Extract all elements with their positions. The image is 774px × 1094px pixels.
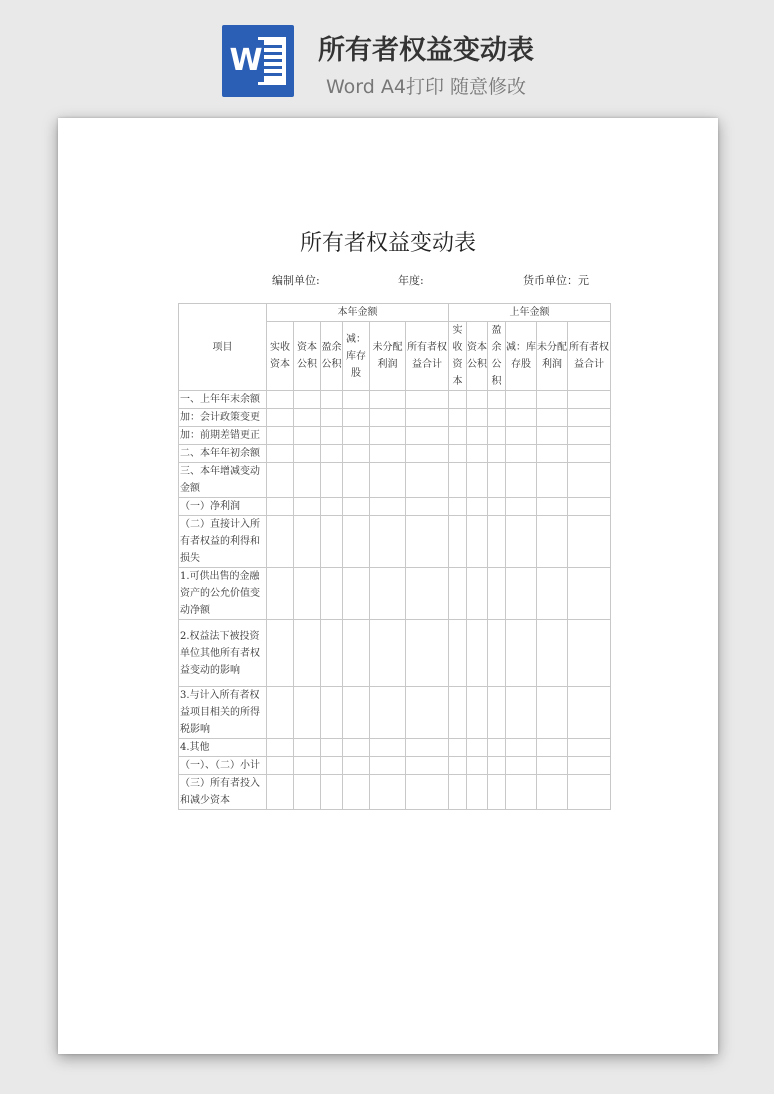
table-cell (343, 516, 370, 568)
table-cell (321, 391, 343, 409)
table-cell (488, 775, 506, 810)
table-row (179, 427, 611, 445)
table-cell (506, 409, 537, 427)
row-label: 3.与计入所有者权益项目相关的所得税影响 (179, 687, 267, 739)
table-cell (506, 757, 537, 775)
table-cell (294, 687, 321, 739)
table-cell (506, 568, 537, 620)
table-cell (321, 568, 343, 620)
table-cell (294, 445, 321, 463)
table-cell (568, 775, 611, 810)
table-cell (406, 739, 449, 757)
table-cell (406, 427, 449, 445)
table-cell (449, 568, 467, 620)
meta-unit: 编制单位: (272, 274, 320, 287)
table-cell (506, 739, 537, 757)
table-cell (449, 463, 467, 498)
table-cell (267, 445, 294, 463)
table-cell (449, 757, 467, 775)
table-cell (294, 620, 321, 687)
table-cell (449, 516, 467, 568)
table-cell (506, 687, 537, 739)
table-cell (467, 739, 488, 757)
table-cell (537, 463, 568, 498)
table-row (179, 757, 611, 775)
table-row (179, 498, 611, 516)
column-header: 所有者权益合计 (406, 322, 449, 391)
table-cell (343, 757, 370, 775)
table-cell (267, 775, 294, 810)
table-cell (267, 568, 294, 620)
column-header: 所有者权益合计 (568, 322, 611, 391)
equity-table (178, 303, 611, 810)
table-cell (294, 391, 321, 409)
table-cell (537, 757, 568, 775)
table-cell (343, 775, 370, 810)
table-cell (506, 445, 537, 463)
table-cell (406, 620, 449, 687)
table-cell (506, 427, 537, 445)
table-cell (467, 687, 488, 739)
table-cell (537, 409, 568, 427)
table-cell (488, 463, 506, 498)
table-cell (267, 687, 294, 739)
table-cell (370, 409, 406, 427)
table-cell (343, 620, 370, 687)
table-cell (449, 409, 467, 427)
table-cell (370, 739, 406, 757)
row-label: （一）净利润 (179, 498, 267, 516)
table-row (179, 687, 611, 739)
table-cell (321, 687, 343, 739)
table-cell (488, 391, 506, 409)
table-cell (506, 498, 537, 516)
table-cell (343, 568, 370, 620)
table-cell (568, 757, 611, 775)
table-cell (294, 498, 321, 516)
table-cell (343, 409, 370, 427)
table-cell (321, 463, 343, 498)
document-page (58, 118, 718, 1054)
table-cell (321, 757, 343, 775)
table-cell (488, 516, 506, 568)
table-cell (488, 498, 506, 516)
table-cell (568, 409, 611, 427)
table-cell (343, 391, 370, 409)
row-label: （一）、（二）小计 (179, 757, 267, 775)
table-cell (467, 516, 488, 568)
table-cell (568, 498, 611, 516)
table-cell (467, 427, 488, 445)
table-cell (370, 445, 406, 463)
table-cell (370, 568, 406, 620)
table-cell (506, 620, 537, 687)
table-cell (537, 775, 568, 810)
table-cell (449, 739, 467, 757)
table-cell (449, 498, 467, 516)
table-cell (568, 568, 611, 620)
table-cell (488, 757, 506, 775)
table-cell (568, 463, 611, 498)
table-cell (406, 757, 449, 775)
row-label: 三、本年增减变动金额 (179, 463, 267, 498)
table-cell (343, 687, 370, 739)
column-header: 盈余公积 (321, 322, 343, 391)
table-cell (321, 409, 343, 427)
meta-currency: 货币单位：元 (523, 274, 589, 287)
table-row (179, 516, 611, 568)
table-cell (267, 739, 294, 757)
header-subtitle: Word A4打印 随意修改 (326, 76, 527, 98)
table-cell (267, 427, 294, 445)
table-cell (321, 620, 343, 687)
table-cell (267, 620, 294, 687)
row-label: （二）直接计入所有者权益的利得和损失 (179, 516, 267, 568)
table-row (179, 463, 611, 498)
table-cell (467, 568, 488, 620)
table-cell (488, 620, 506, 687)
table-cell (537, 391, 568, 409)
table-cell (343, 498, 370, 516)
column-header: 盈余公积 (488, 322, 506, 391)
table-row (179, 391, 611, 409)
table-cell (321, 498, 343, 516)
table-cell (506, 463, 537, 498)
header (0, 0, 774, 118)
table-cell (406, 463, 449, 498)
table-cell (568, 445, 611, 463)
table-cell (294, 427, 321, 445)
row-label: 加：前期差错更正 (179, 427, 267, 445)
column-header: 减：库存股 (506, 322, 537, 391)
table-cell (406, 568, 449, 620)
table-cell (568, 687, 611, 739)
document-title: 所有者权益变动表 (299, 231, 476, 256)
table-cell (488, 687, 506, 739)
table-cell (343, 445, 370, 463)
table-cell (467, 391, 488, 409)
table-cell (321, 739, 343, 757)
table-cell (267, 409, 294, 427)
table-cell (467, 445, 488, 463)
column-header: 未分配利润 (537, 322, 568, 391)
row-label: 2.权益法下被投资单位其他所有者权益变动的影响 (179, 620, 267, 687)
column-header: 实收资本 (267, 322, 294, 391)
table-cell (406, 498, 449, 516)
header-title: 所有者权益变动表 (318, 35, 534, 66)
table-cell (506, 775, 537, 810)
table-cell (267, 498, 294, 516)
column-header: 资本公积 (467, 322, 488, 391)
table-cell (267, 757, 294, 775)
table-cell (506, 516, 537, 568)
table-cell (267, 463, 294, 498)
table-cell (406, 391, 449, 409)
table-cell (467, 620, 488, 687)
table-cell (537, 427, 568, 445)
table-cell (467, 775, 488, 810)
table-cell (370, 757, 406, 775)
table-cell (537, 516, 568, 568)
table-cell (370, 687, 406, 739)
table-cell (294, 409, 321, 427)
table-cell (294, 757, 321, 775)
table-cell (488, 409, 506, 427)
table-cell (343, 739, 370, 757)
table-cell (321, 516, 343, 568)
table-cell (294, 568, 321, 620)
table-cell (294, 739, 321, 757)
table-cell (406, 687, 449, 739)
word-letter: W (228, 40, 264, 82)
table-cell (467, 409, 488, 427)
table-cell (267, 391, 294, 409)
table-cell (568, 739, 611, 757)
table-cell (370, 427, 406, 445)
column-header: 减：库存股 (343, 322, 370, 391)
meta-year: 年度: (398, 274, 424, 287)
table-cell (449, 427, 467, 445)
table-cell (537, 498, 568, 516)
table-cell (449, 687, 467, 739)
item-header: 项目 (179, 304, 267, 391)
table-cell (488, 445, 506, 463)
table-cell (406, 516, 449, 568)
row-label: 1.可供出售的金融资产的公允价值变动净额 (179, 568, 267, 620)
table-cell (488, 427, 506, 445)
table-cell (568, 391, 611, 409)
row-label: 4.其他 (179, 739, 267, 757)
table-cell (449, 445, 467, 463)
table-row (179, 409, 611, 427)
table-cell (406, 775, 449, 810)
table-cell (488, 739, 506, 757)
table-cell (406, 445, 449, 463)
table-cell (488, 568, 506, 620)
table-cell (267, 516, 294, 568)
table-row (179, 775, 611, 810)
table-cell (467, 463, 488, 498)
table-cell (537, 739, 568, 757)
row-label: 二、本年年初余额 (179, 445, 267, 463)
table-cell (506, 391, 537, 409)
table-cell (294, 516, 321, 568)
table-cell (343, 463, 370, 498)
table-cell (537, 687, 568, 739)
table-cell (321, 775, 343, 810)
table-cell (568, 620, 611, 687)
table-cell (568, 427, 611, 445)
table-cell (321, 427, 343, 445)
table-cell (370, 620, 406, 687)
table-cell (449, 775, 467, 810)
table-cell (370, 516, 406, 568)
row-label: 加：会计政策变更 (179, 409, 267, 427)
table-row (179, 739, 611, 757)
word-icon (222, 25, 294, 97)
table-cell (568, 516, 611, 568)
table-cell (294, 463, 321, 498)
row-label: （三）所有者投入和减少资本 (179, 775, 267, 810)
table-cell (537, 568, 568, 620)
table-cell (537, 620, 568, 687)
current-year-header: 本年金额 (267, 304, 449, 322)
table-cell (370, 391, 406, 409)
table-row (179, 445, 611, 463)
column-header: 未分配利润 (370, 322, 406, 391)
table-row (179, 568, 611, 620)
table-row (179, 620, 611, 687)
table-cell (449, 391, 467, 409)
table-cell (449, 620, 467, 687)
table-cell (467, 498, 488, 516)
table-cell (370, 498, 406, 516)
table-cell (343, 427, 370, 445)
table-cell (294, 775, 321, 810)
table-cell (537, 445, 568, 463)
table-cell (370, 463, 406, 498)
table-cell (406, 409, 449, 427)
row-label: 一、上年年末余额 (179, 391, 267, 409)
prior-year-header: 上年金额 (449, 304, 611, 322)
table-cell (467, 757, 488, 775)
column-header: 资本公积 (294, 322, 321, 391)
column-header: 实收资本 (449, 322, 467, 391)
table-cell (321, 445, 343, 463)
table-cell (370, 775, 406, 810)
